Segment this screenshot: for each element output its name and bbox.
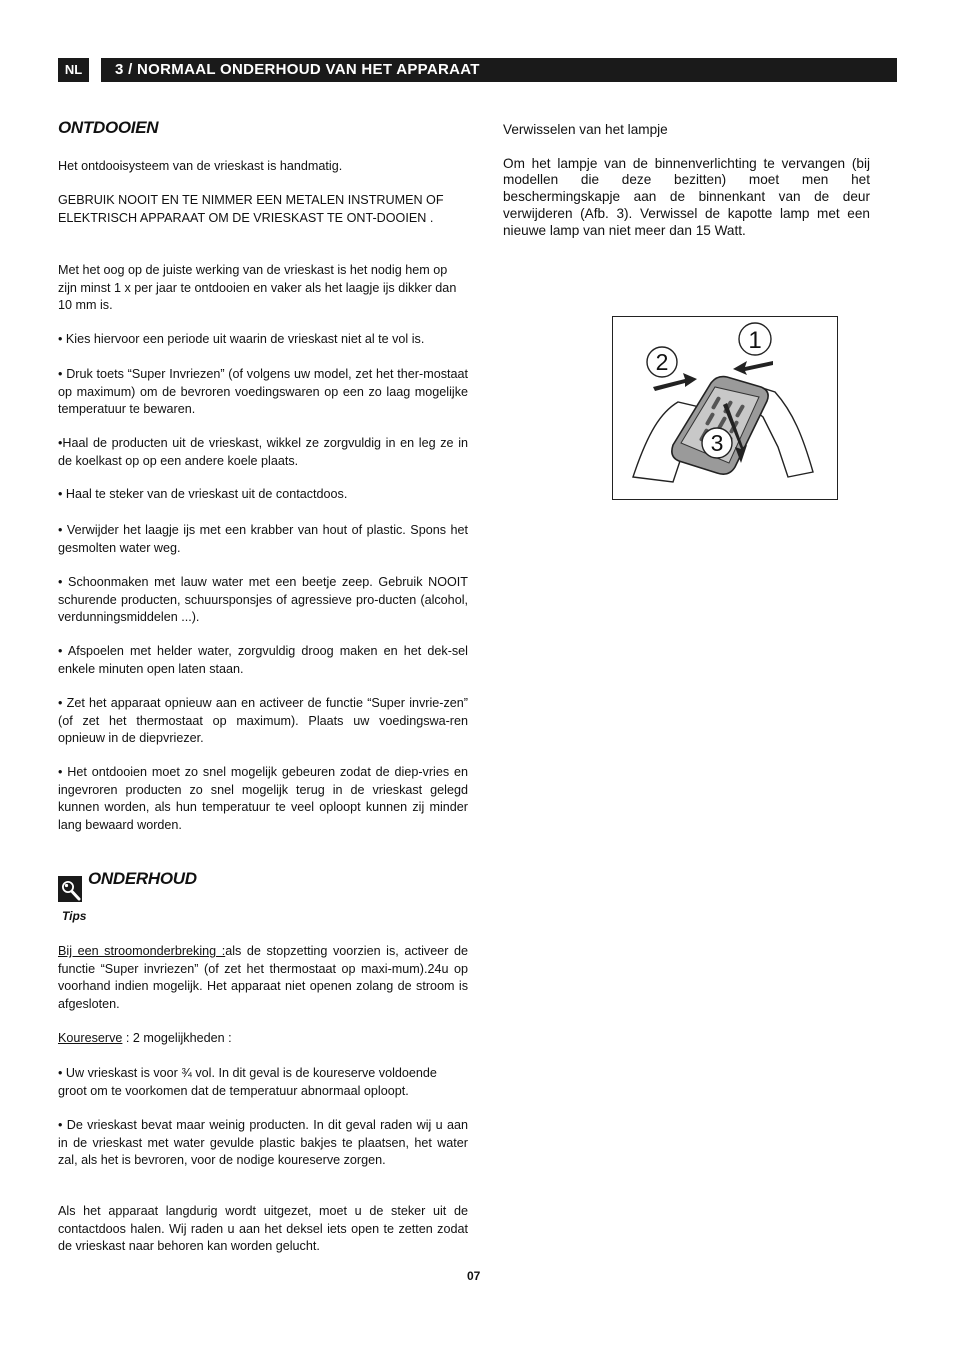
page-number: 07 [467, 1269, 481, 1283]
section-header [58, 58, 897, 82]
onderhoud-bullet-1: • Uw vrieskast is voor ¾ vol. In dit geval is de koureserve voldoende groot om te voorkomen dat de temperatuur abnormaal oploopt. [58, 1066, 437, 1098]
callout-2-label: 2 [655, 349, 669, 375]
section-title: 3 / NORMAAL ONDERHOUD VAN HET APPARAAT [101, 58, 897, 82]
ontdooien-bullet-7: • Afspoelen met helder water, zorgvuldig droog maken en het dek-sel enkele minuten open laten staan. [58, 644, 468, 676]
ontdooien-bullet-8: • Zet het apparaat opnieuw aan en activeer de functie “Super invrie-zen” (of zet het thermostaat op maximum). Plaats uw voedingswa-ren opnieuw in de diepvriezer. [58, 696, 468, 746]
callout-3 [702, 428, 732, 458]
stroomonderbreking-text: als de stopzetting voorzien is, activeer de functie “Super invriezen” (of zet het thermostaat op maxi-mum).24u op voorhand indien mogelijk. Het apparaat niet openen zolang de stroom is afgesloten. [58, 944, 468, 1011]
lamp-instructions: Om het lampje van de binnenverlichting te vervangen (bij modellen die deze bezitten) moet men het beschermingskapje aan de binnenkant van de deur verwijderen (Afb. 3). Verwissel de kapotte lamp met een nieuwe lamp van niet meer dan 15 Watt. [503, 155, 870, 238]
onderhoud-heading: ONDERHOUD [88, 869, 197, 888]
ontdooien-bullet-4: • Haal te steker van de vrieskast uit de contactdoos. [58, 487, 348, 501]
koureserve-label: Koureserve [58, 1031, 123, 1045]
ontdooien-bullet-3: •Haal de producten uit de vrieskast, wikkel ze zorgvuldig in en leg ze in de koelkast op op een andere koele plaats. [58, 436, 468, 468]
tips-label: Tips [62, 909, 87, 923]
ontdooien-bullet-1: • Kies hiervoor een periode uit waarin de vrieskast niet al te vol is. [58, 332, 425, 346]
onderhoud-koureserve [58, 1030, 468, 1048]
language-badge: NL [58, 58, 89, 82]
callout-3-label: 3 [710, 430, 724, 456]
callout-2 [647, 347, 677, 377]
ontdooien-warning: GEBRUIK NOOIT EN TE NIMMER EEN METALEN INSTRUMEN OF ELEKTRISCH APPARAAT OM DE VRIESKAST TE ONT-DOOIEN . [58, 193, 444, 225]
ontdooien-bullet-5: • Verwijder het laagje ijs met een krabber van hout of plastic. Spons het gesmolten water weg. [58, 523, 468, 555]
lamp-section [503, 122, 870, 239]
callout-1 [739, 323, 771, 355]
onderhoud-stroomonderbreking [58, 943, 468, 1013]
stroomonderbreking-label: Bij een stroomonderbreking : [58, 944, 226, 958]
ontdooien-heading: ONTDOOIEN [58, 118, 159, 137]
lamp-figure [612, 316, 838, 500]
ontdooien-paragraph-3: Met het oog op de juiste werking van de vrieskast is het nodig hem op zijn minst 1 x per jaar te ontdooien en vaker als het laagje ijs dikker dan 10 mm is. [58, 263, 457, 313]
ontdooien-bullet-9: • Het ontdooien moet zo snel mogelijk gebeuren zodat de diep-vries en ingevroren producten zo snel mogelijk terug in de vrieskast gelegd kunnen worden, als hun temperatuur te veel oploopt kunnen zij minder lang bewaard worden. [58, 765, 468, 832]
onderhoud-paragraph-3: Als het apparaat langdurig wordt uitgezet, moet u de steker uit de contactdoos halen. Wij raden u aan het deksel iets open te zetten zodat de vrieskast naar behoren kan worden gelucht. [58, 1204, 468, 1254]
onderhoud-bullet-2: • De vrieskast bevat maar weinig producten. In dit geval raden wij u aan in de vrieskast met water gevulde plastic bakjes te plaatsen, het water zal, als het is bevroren, voor de nodige koureserve zorgen. [58, 1118, 468, 1168]
ontdooien-bullet-6: • Schoonmaken met lauw water met een beetje zeep. Gebruik NOOIT schurende producten, schuursponsjes of agressieve pro-ducten (alcohol, verdunningsmiddelen ...). [58, 575, 468, 625]
koureserve-text: : 2 mogelijkheden : [122, 1031, 232, 1045]
lamp-heading: Verwisselen van het lampje [503, 122, 668, 137]
ontdooien-paragraph-1: Het ontdooisysteem van de vrieskast is handmatig. [58, 159, 343, 173]
lamp-cover-illustration [613, 317, 837, 499]
ontdooien-bullet-2: • Druk toets “Super Invriezen” (of volgens uw model, zet het ther-mostaat op maximum) om de bevroren voedingswaren op een zo laag mogelijke temperatuur te bewaren. [58, 367, 468, 417]
magnifier-icon [58, 876, 82, 902]
callout-1-label: 1 [748, 327, 762, 354]
